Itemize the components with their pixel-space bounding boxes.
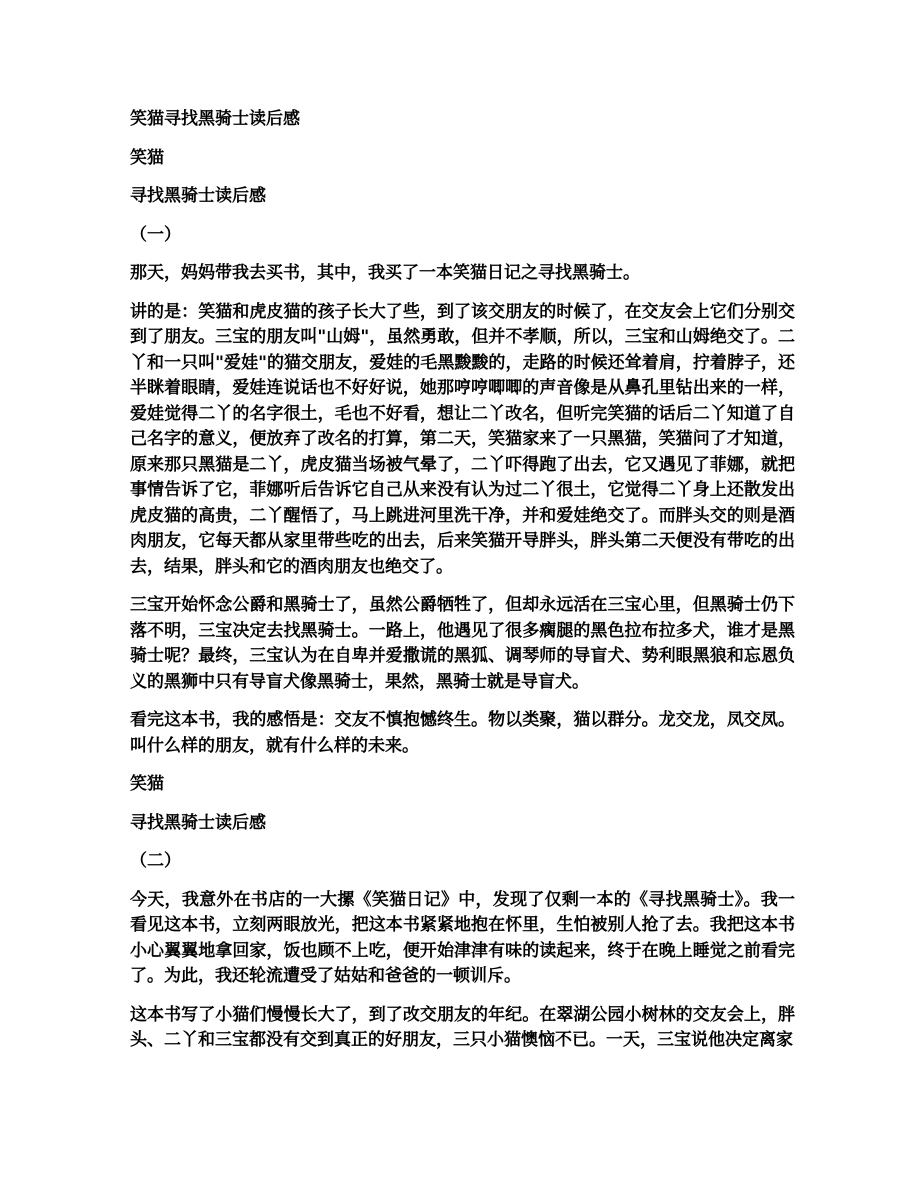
- paragraph: 那天，妈妈带我去买书，其中，我买了一本笑猫日记之寻找黑骑士。: [130, 263, 640, 283]
- series-name: 笑猫: [130, 147, 164, 168]
- series-name: 笑猫: [130, 774, 164, 794]
- paragraph: 今天，我意外在书店的一大摞《笑猫日记》中，发现了仅剩一本的《寻找黑骑士》。我一看见这本书，立刻两眼放光，把这本书紧紧地抱在怀里，生怕被别人抢了去。我把这本书小心翼翼地拿回家，饭也顾不上吃，便开始津津有味的读起来，终于在晚上睡觉之前看完了。为此，我还轮流遭受了姑姑和爸爸的一顿训斥。: [130, 889, 795, 986]
- review-subtitle: 寻找黑骑士读后感: [130, 812, 266, 833]
- paragraph: 三宝开始怀念公爵和黑骑士了，虽然公爵牺牲了，但却永远活在三宝心里，但黑骑士仍下落不明，三宝决定去找黑骑士。一路上，他遇见了很多瘸腿的黑色拉布拉多犬，谁才是黑骑士呢？最终，三宝认为在自卑并爱撒谎的黑狐、调琴师的导盲犬、势利眼黑狼和忘恩负义的黑狮中只有导盲犬像黑骑士，果然，黑骑士就是导盲犬。: [130, 595, 795, 692]
- paragraph: 看完这本书，我的感悟是：交友不慎抱憾终生。物以类聚，猫以群分。龙交龙，凤交凤。叫什么样的朋友，就有什么样的未来。: [130, 710, 795, 756]
- section-one-label: （一）: [130, 224, 181, 245]
- paragraph: 讲的是：笑猫和虎皮猫的孩子长大了些，到了该交朋友的时候了，在交友会上它们分别交到了朋友。三宝的朋友叫"山姆"，虽然勇敢，但并不孝顺，所以，三宝和山姆绝交了。二丫和一只叫"爱娃"的猫交朋友，爱娃的毛黑黢黢的，走路的时候还耸着肩，拧着脖子，还半眯着眼睛，爱娃连说话也不好好说，她那哼哼唧唧的声音像是从鼻孔里钻出来的一样，爱娃觉得二丫的名字很土，毛也不好看，想让二丫改名，但听完笑猫的话后二丫知道了自己名字的意义，便放弃了改名的打算，第二天，笑猫家来了一只黑猫，笑猫问了才知道，原来那只黑猫是二丫，虎皮猫当场被气晕了，二丫吓得跑了出去，它又遇见了菲娜，就把事情告诉了它，菲娜听后告诉它自己从来没有认为过二丫很土，它觉得二丫身上还散发出虎皮猫的高贵，二丫醒悟了，马上跳进河里洗干净，并和爱娃绝交了。而胖头交的则是酒肉朋友，它每天都从家里带些吃的出去，后来笑猫开导胖头，胖头第二天便没有带吃的出去，结果，胖头和它的酒肉朋友也绝交了。: [130, 301, 795, 577]
- section-two-label: （二）: [130, 851, 181, 871]
- paragraph: 这本书写了小猫们慢慢长大了，到了改交朋友的年纪。在翠湖公园小树林的交友会上，胖头、二丫和三宝都没有交到真正的好朋友，三只小猫懊恼不已。一天，三宝说他决定离家: [130, 1004, 795, 1050]
- review-subtitle: 寻找黑骑士读后感: [130, 186, 266, 206]
- document-page: [130, 107, 795, 1067]
- document-title: 笑猫寻找黑骑士读后感: [130, 109, 300, 129]
